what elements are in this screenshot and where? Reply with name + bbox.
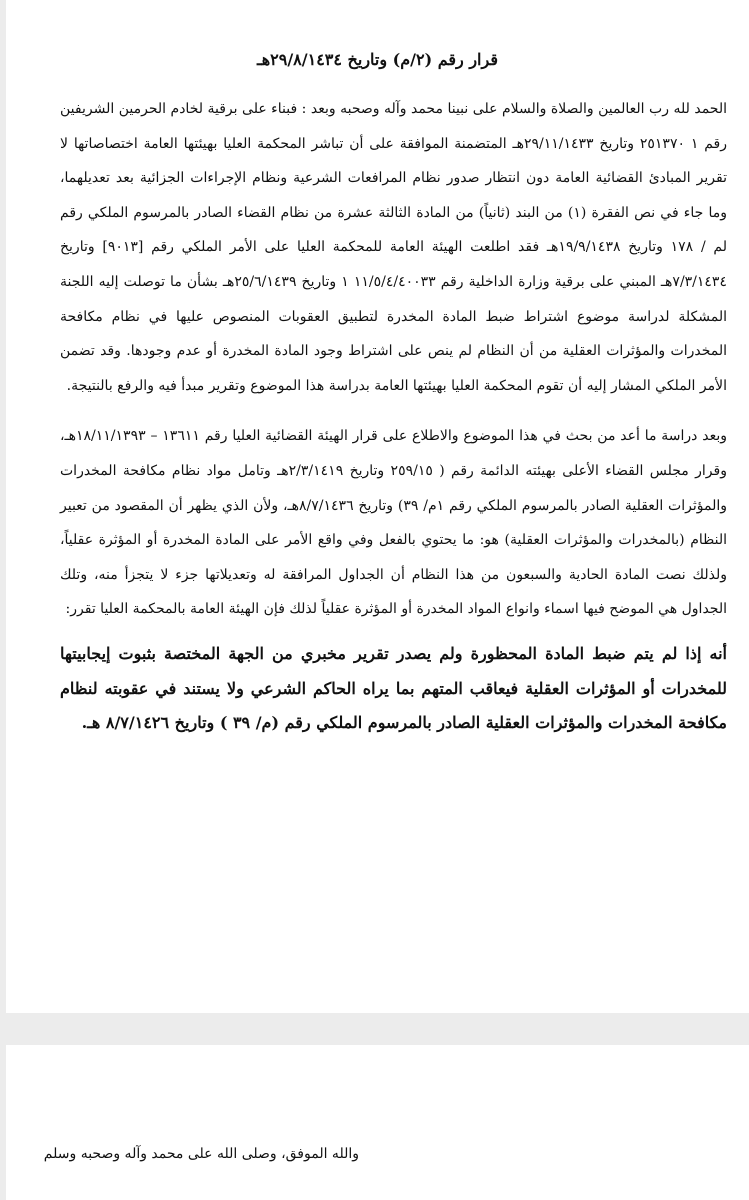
- preamble-paragraph: الحمد لله رب العالمين والصلاة والسلام على نبينا محمد وآله وصحبه وبعد : فبناء على برقية لخادم الحرمين الشريفين رقم ١ ٢٥١٣٧٠ وتاريخ ٢٩/١١/١٤٣٣هـ المتضمنة الموافقة على أن تباشر المحكمة العليا بهيئتها العامة اختصاصاتها لا تقرير المبادئ القضائية العامة دون انتظار صدور نظام المرافعات الشرعية ونظام الإجراءات الجزائية بعد تعديلهما، وما جاء في نص الفقرة (١) من البند (ثانياً) من المادة الثالثة عشرة من نظام القضاء الصادر بالمرسوم الملكي رقم لم / ١٧٨ وتاريخ ١٩/٩/١٤٣٨هـ فقد اطلعت الهيئة العامة للمحكمة العليا على الأمر الملكي رقم [٩٠١٣] وتاريخ ٧/٣/١٤٣٤هـ المبني على برقية وزارة الداخلية رقم ١١/٥/٤/٤٠٠٣٣ ١ وتاريخ ٢٥/٦/١٤٣٩هـ بشأن ما توصلت إليه اللجنة المشكلة لدراسة موضوع اشتراط ضبط المادة المخدرة لتطبيق العقوبات المنصوص عليها في نظام مكافحة المخدرات والمؤثرات العقلية من أن النظام لم ينص على اشتراط وجود المادة المخدرة أو عدم وجودها. وقد تضمن الأمر الملكي المشار إليه أن تقوم المحكمة العليا بهيئتها العامة بدراسة هذا الموضوع وتقرير مبدأ فيه والرفع بالنتيجة.: [60, 101, 728, 394]
- ruling-paragraph: أنه إذا لم يتم ضبط المادة المحظورة ولم يصدر تقرير مخبري من الجهة المختصة بثبوت إيجابيتها للمخدرات أو المؤثرات العقلية فيعاقب المتهم بما يراه الحاكم الشرعي ولا يستند في عقوبته لنظام مكافحة المخدرات والمؤثرات العقلية الصادر بالمرسوم الملكي رقم (م/ ٣٩ ) وتاريخ ٨/٧/١٤٢٦ هـ.: [60, 643, 727, 733]
- decision-title: قرار رقم (٢/م) وتاريخ ٢٩/٨/١٤٣٤هـ: [257, 50, 498, 69]
- document-body: [60, 92, 727, 741]
- closing-line: والله الموفق، وصلى الله على محمد وآله وصحبه وسلم: [43, 1146, 359, 1162]
- deliberation-paragraph: وبعد دراسة ما أعد من بحث في هذا الموضوع والاطلاع على قرار الهيئة القضائية العليا رقم ١٣٦١١ – ١٨/١١/١٣٩٣هـ، وقرار مجلس القضاء الأعلى بهيئته الدائمة رقم ( ٢٥٩/١٥ وتاريخ ٢/٣/١٤١٩هـ وتامل مواد نظام مكافحة المخدرات والمؤثرات العقلية الصادر بالمرسوم الملكي رقم ١م/ ٣٩) وتاريخ ٨/٧/١٤٣٦هـ، ولأن الذي يظهر أن المقصود من تعبير النظام (بالمخدرات والمؤثرات العقلية) هو: ما يحتوي بالفعل وفي واقع الأمر على المادة المخدرة أو المؤثرة عقلياً، ولذلك نصت المادة الحادية والسبعون من هذا النظام أن الجداول المرافقة له وتعديلاتها جزء لا يتجزأ منه، وتلك الجداول هي الموضح فيها اسماء وانواع المواد المخدرة أو المؤثرة عقلياً لذلك فإن الهيئة العامة بالمحكمة العليا تقرر:: [60, 428, 728, 618]
- document-page-1: [6, 0, 749, 1013]
- document-page-2: [6, 1045, 749, 1200]
